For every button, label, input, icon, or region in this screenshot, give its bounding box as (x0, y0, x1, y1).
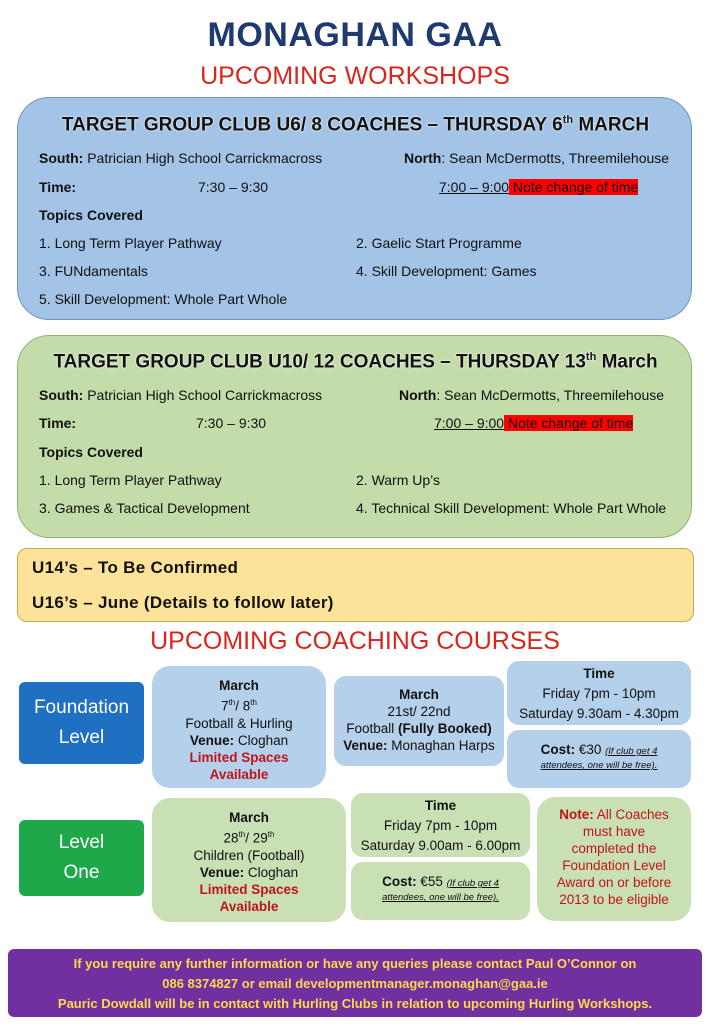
level-one-time-box: Time Friday 7pm - 10pm Saturday 9.00am - 6.00pm (351, 793, 530, 857)
topics-heading: Topics Covered (39, 444, 143, 460)
contact-line: If you require any further information or have any queries please contact Paul O’Connor on (73, 956, 637, 971)
level-one-cost-box: Cost: €55 (If club get 4 attendees, one will be free). (351, 862, 530, 920)
topics-heading: Topics Covered (39, 207, 143, 223)
topic-item: 4. Technical Skill Development: Whole Part Whole (356, 500, 667, 516)
level-one-date-box: March 28th/ 29th Children (Football) Venue: Cloghan Limited Spaces Available (152, 798, 346, 922)
time-change-note: Note change of time (509, 179, 639, 195)
topic-item: 2. Gaelic Start Programme (356, 235, 522, 251)
workshop-u6-8-panel (17, 97, 692, 320)
page-title: MONAGHAN GAA (207, 16, 503, 54)
south-venue: South: Patrician High School Carrickmacross (39, 150, 323, 166)
foundation-time-box: Time Friday 7pm - 10pm Saturday 9.30am - 4.30pm (507, 661, 691, 725)
topic-item: 1. Long Term Player Pathway (39, 472, 222, 488)
page-subtitle: UPCOMING WORKSHOPS (200, 62, 510, 90)
workshop-u6-8-title: TARGET GROUP CLUB U6/ 8 COACHES – THURSDAY 6th MARCH (61, 114, 650, 136)
north-venue: North: Sean McDermotts, Threemilehouse (404, 150, 670, 166)
south-time: 7:30 – 9:30 (196, 415, 267, 431)
foundation-date-2-box: March 21st/ 22nd Football (Fully Booked) Venue: Monaghan Harps (334, 676, 504, 766)
fully-booked-label: (Fully Booked) (398, 721, 492, 736)
limited-spaces-label: Limited Spaces (189, 749, 289, 765)
workshop-u10-12-title: TARGET GROUP CLUB U10/ 12 COACHES – THURSDAY 13th March (53, 351, 658, 373)
topic-item: 4. Skill Development: Games (356, 263, 537, 279)
u14-notice: U14’s – To Be Confirmed (32, 558, 239, 577)
topic-item: 1. Long Term Player Pathway (39, 235, 222, 251)
south-venue: South: Patrician High School Carrickmacross (39, 387, 323, 403)
north-time: 7:00 – 9:00 Note change of time (439, 179, 639, 195)
north-venue: North: Sean McDermotts, Threemilehouse (399, 387, 665, 403)
topic-item: 3. FUNdamentals (39, 263, 148, 279)
limited-spaces-label: Limited Spaces (199, 881, 299, 897)
north-time: 7:00 – 9:00 Note change of time (434, 415, 634, 431)
time-label: Time: (39, 415, 77, 431)
topic-item: 5. Skill Development: Whole Part Whole (39, 291, 288, 307)
u16-notice: U16’s – June (Details to follow later) (32, 593, 334, 612)
age-group-notices (17, 548, 694, 622)
foundation-date-1-box: March 7th/ 8th Football & Hurling Venue: Cloghan Limited Spaces Available (152, 666, 326, 788)
eligibility-note-box: Note: All Coaches must have completed the Foundation Level Award on or before 2013 to be eligible (537, 797, 691, 921)
foundation-level-badge: Foundation Level (19, 682, 144, 764)
time-label: Time: (39, 179, 77, 195)
workshop-u10-12-panel (17, 335, 692, 538)
level-one-badge: Level One (19, 820, 144, 896)
contact-footer (8, 949, 702, 1017)
time-change-note: Note change of time (504, 415, 634, 431)
coaching-courses-heading: UPCOMING COACHING COURSES (150, 627, 560, 655)
topic-item: 2. Warm Up’s (356, 472, 441, 488)
south-time: 7:30 – 9:30 (198, 179, 269, 195)
hurling-note-line: Pauric Dowdall will be in contact with Hurling Clubs in relation to upcoming Hurling Workshops. (57, 996, 653, 1011)
topic-item: 3. Games & Tactical Development (39, 500, 250, 516)
contact-email-line: 086 8374827 or email developmentmanager.monaghan@gaa.ie (162, 976, 548, 991)
foundation-cost-box: Cost: €30 (If club get 4 attendees, one will be free). (507, 730, 691, 788)
